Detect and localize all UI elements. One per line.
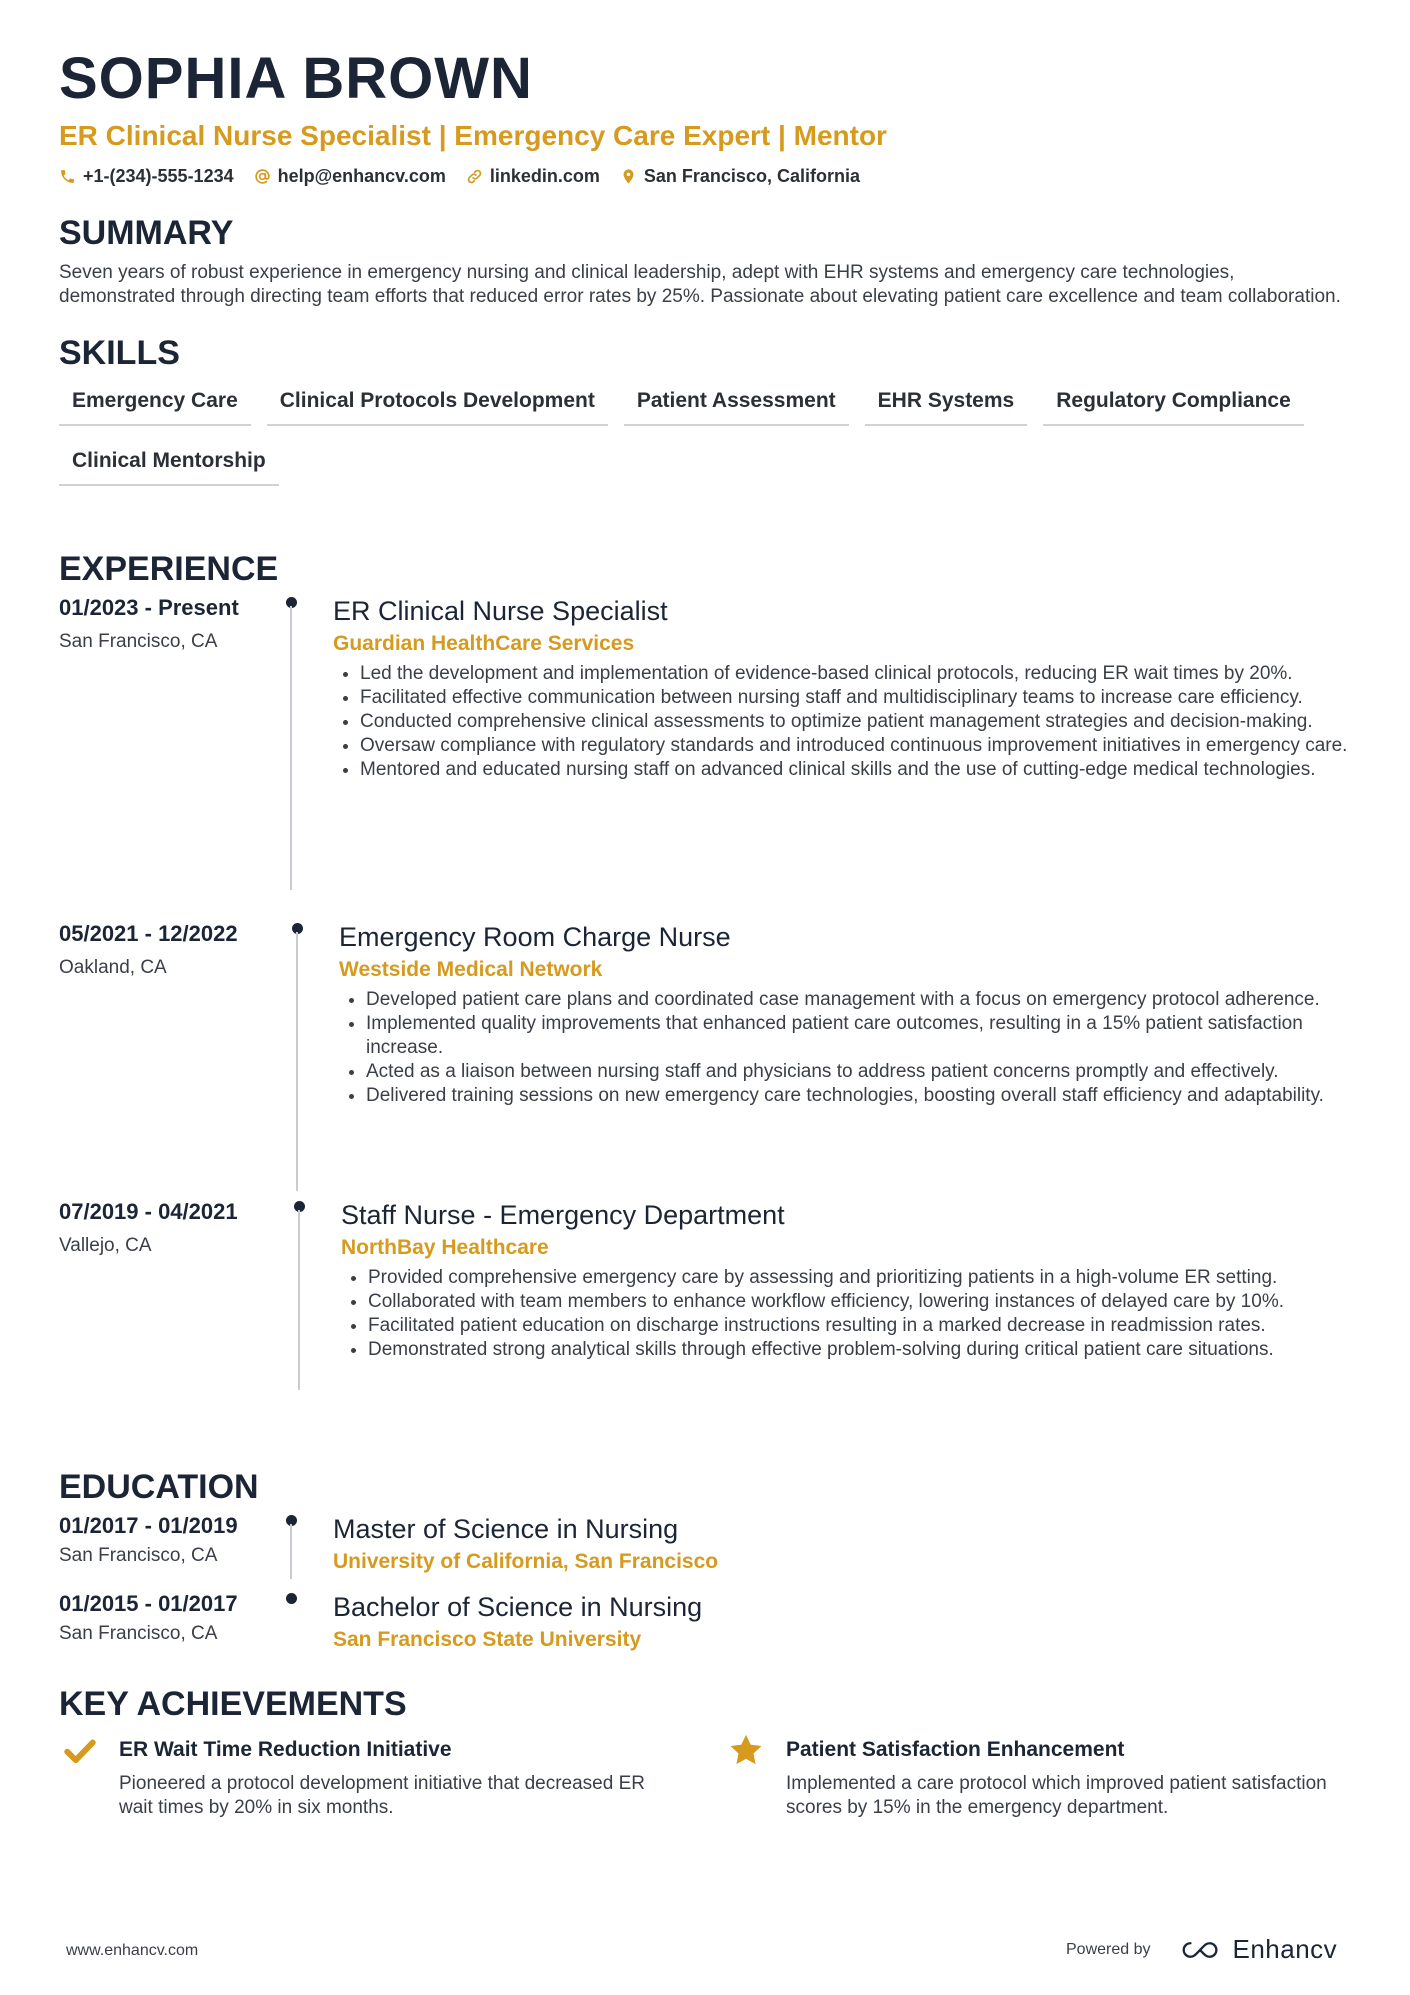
achievements-title: KEY ACHIEVEMENTS [59, 1685, 407, 1723]
bullet-item: • Demonstrated strong analytical skills through effective problem-solving during critical patient care situations. [368, 1338, 1361, 1362]
achievement-desc: Pioneered a protocol development initiative that decreased ER wait times by 20% in six months. [119, 1773, 645, 1818]
location-pin-icon [620, 168, 637, 185]
at-icon [254, 168, 271, 185]
experience-details [339, 920, 1359, 1108]
education-location: San Francisco, CA [59, 1623, 218, 1644]
bullet-item: • Provided comprehensive emergency care by assessing and prioritizing patients in a high-volume ER setting. [368, 1266, 1361, 1290]
education-degree: Bachelor of Science in Nursing [333, 1592, 703, 1622]
brand-name: Enhancv [1232, 1934, 1338, 1964]
experience-bullets [339, 988, 1359, 1108]
candidate-name: SOPHIA BROWN [59, 46, 533, 111]
timeline-dot [286, 1593, 297, 1604]
summary-title: SUMMARY [59, 214, 234, 252]
experience-location: Vallejo, CA [59, 1235, 152, 1256]
bullet-item: • Developed patient care plans and coordinated case management with a focus on emergency protocol adherence. [366, 988, 1359, 1012]
bullet-item: • Acted as a liaison between nursing staff and physicians to address patient concerns promptly and effectively. [366, 1060, 1359, 1084]
summary-text: Seven years of robust experience in emergency nursing and clinical leadership, adept with EHR systems and emergency care technologies, demonstrated through directing team efforts that reduced error rates by 25%. Passionate about elevating patient care excellence and team collaboration. [59, 262, 1341, 307]
education-school: University of California, San Francisco [333, 1550, 719, 1573]
bullet-item: • Implemented quality improvements that enhanced patient care outcomes, resulting in a 15% patient satisfaction increase. [366, 1012, 1359, 1060]
education-location: San Francisco, CA [59, 1545, 218, 1566]
experience-details [341, 1198, 1361, 1362]
skills-title: SKILLS [59, 334, 180, 372]
bullet-item: • Facilitated patient education on discharge instructions resulting in a marked decrease in readmission rates. [368, 1314, 1361, 1338]
experience-company: Westside Medical Network [339, 958, 603, 981]
enhancv-logo-icon [1177, 1938, 1225, 1962]
contact-location [620, 166, 860, 187]
timeline-line [298, 1210, 300, 1390]
experience-date: 01/2023 - Present [59, 595, 239, 620]
experience-meta [59, 1198, 289, 1257]
bullet-item: • Delivered training sessions on new emergency care technologies, boosting overall staff efficiency and adaptability. [366, 1084, 1359, 1108]
experience-bullets [333, 662, 1373, 782]
timeline-line [296, 932, 298, 1191]
check-icon [63, 1734, 97, 1768]
experience-role: ER Clinical Nurse Specialist [333, 596, 668, 626]
achievement-title: Patient Satisfaction Enhancement [786, 1738, 1125, 1761]
achievement-desc: Implemented a care protocol which improved patient satisfaction scores by 15% in the emergency department. [786, 1773, 1327, 1818]
contact-linkedin[interactable] [466, 166, 600, 187]
email-text: help@enhancv.com [277, 166, 446, 186]
experience-location: San Francisco, CA [59, 631, 218, 652]
experience-details [333, 594, 1373, 782]
experience-bullets [341, 1266, 1361, 1362]
education-meta [59, 1590, 289, 1645]
achievement-title: ER Wait Time Reduction Initiative [119, 1738, 452, 1761]
bullet-item: • Oversaw compliance with regulatory standards and introduced continuous improvement initiatives in emergency care. [360, 734, 1373, 758]
bullet-item: • Facilitated effective communication between nursing staff and multidisciplinary teams to increase care efficiency. [360, 686, 1373, 710]
skills-section [59, 333, 1352, 499]
experience-title: EXPERIENCE [59, 550, 279, 588]
skills-list [59, 379, 1359, 499]
education-meta [59, 1512, 289, 1567]
experience-meta [59, 920, 289, 979]
bullet-item: • Collaborated with team members to enhance workflow efficiency, lowering instances of delayed care by 10%. [368, 1290, 1361, 1314]
experience-entry [59, 920, 1359, 1190]
skill-tag: Regulatory Compliance [1043, 379, 1304, 426]
education-entry [59, 1590, 1359, 1660]
candidate-tagline: ER Clinical Nurse Specialist | Emergency Care Expert | Mentor [59, 120, 887, 151]
education-details [333, 1590, 1333, 1654]
location-text: San Francisco, California [643, 166, 860, 186]
contact-phone[interactable] [59, 166, 234, 187]
contact-email[interactable] [254, 166, 446, 187]
timeline-line [290, 606, 292, 890]
experience-role: Staff Nurse - Emergency Department [341, 1200, 785, 1230]
skill-tag: Clinical Protocols Development [267, 379, 608, 426]
experience-date: 05/2021 - 12/2022 [59, 921, 238, 946]
education-title: EDUCATION [59, 1468, 259, 1506]
footer-website[interactable]: www.enhancv.com [66, 1942, 199, 1959]
bullet-item: • Conducted comprehensive clinical assessments to optimize patient management strategies and decision-making. [360, 710, 1373, 734]
achievement-item [59, 1736, 699, 1820]
experience-company: Guardian HealthCare Services [333, 632, 635, 655]
education-entry [59, 1512, 1359, 1582]
bullet-item: • Led the development and implementation of evidence-based clinical protocols, reducing ER wait times by 20%. [360, 662, 1373, 686]
experience-entry [59, 1198, 1359, 1448]
education-date: 01/2015 - 01/2017 [59, 1591, 238, 1616]
star-icon [728, 1732, 764, 1768]
timeline-line [290, 1524, 292, 1579]
achievement-text [786, 1736, 1356, 1820]
contact-bar [59, 166, 1352, 187]
education-degree: Master of Science in Nursing [333, 1514, 679, 1544]
powered-by-label: Powered by [1066, 1940, 1151, 1958]
bullet-item: • Mentored and educated nursing staff on advanced clinical skills and the use of cutting-edge medical technologies. [360, 758, 1373, 782]
link-icon [466, 168, 483, 185]
experience-date: 07/2019 - 04/2021 [59, 1199, 238, 1224]
skill-tag: Clinical Mentorship [59, 439, 279, 486]
skill-tag: Emergency Care [59, 379, 251, 426]
summary-section [59, 213, 1352, 309]
achievement-text [119, 1736, 699, 1820]
footer-powered-by[interactable] [1066, 1934, 1337, 1965]
phone-text: +1-(234)-555-1234 [83, 166, 234, 186]
skill-tag: Patient Assessment [624, 379, 849, 426]
experience-company: NorthBay Healthcare [341, 1236, 549, 1259]
linkedin-text: linkedin.com [489, 166, 600, 186]
experience-meta [59, 594, 289, 653]
experience-entry [59, 594, 1359, 904]
education-details [333, 1512, 1333, 1576]
phone-icon [59, 168, 76, 185]
experience-location: Oakland, CA [59, 957, 167, 978]
skill-tag: EHR Systems [865, 379, 1028, 426]
education-date: 01/2017 - 01/2019 [59, 1513, 238, 1538]
education-school: San Francisco State University [333, 1628, 642, 1651]
achievement-item [726, 1736, 1356, 1820]
experience-role: Emergency Room Charge Nurse [339, 922, 731, 952]
